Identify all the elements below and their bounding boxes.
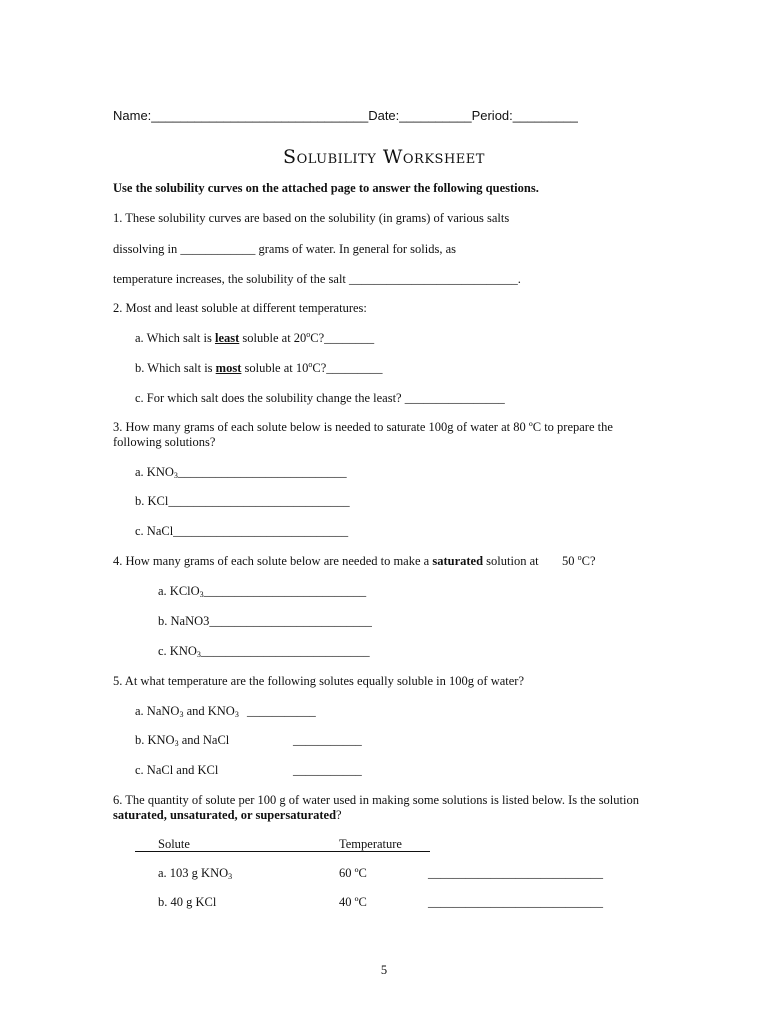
q5-b: b. $KNO_3$ and NaCl	[135, 733, 230, 748]
date-field[interactable]: Date:__________	[368, 108, 472, 123]
q5-a: a. NaNO$_3$ and $KNO_3$	[135, 704, 239, 719]
q3-c[interactable]: c. NaCl____________________________	[135, 524, 349, 538]
page-number: 5	[380, 963, 388, 977]
q5-b-blank[interactable]: ___________	[293, 733, 362, 747]
q2-a[interactable]: a. Which salt is least soluble at 20$^o$C?________	[135, 330, 375, 345]
q1-line1: 1. These solubility curves are based on the solubility (in grams) of various salts	[113, 211, 510, 225]
q3-a[interactable]: a. $KNO_3\_\_\_\_\_\_\_\_\_\_\_\_\_\_\_\_\_\_\_\_\_\_\_\_\_\_\_$	[135, 465, 347, 480]
table-row-solute: b. 40 g KCl	[158, 895, 217, 909]
q6-line1: 6. The quantity of solute per 100 g of water used in making some solutions is listed below. Is the solution	[113, 793, 639, 807]
q3-line2: following solutions?	[113, 435, 216, 449]
table-row-answer[interactable]: ____________________________	[428, 866, 603, 880]
instructions: Use the solubility curves on the attached page to answer the following questions.	[113, 181, 539, 195]
table-header-rule	[135, 851, 430, 852]
q4-b[interactable]: b. NaNO3__________________________	[158, 614, 372, 628]
q4-prompt: 4. How many grams of each solute below are needed to make a saturated solution at	[113, 554, 539, 568]
q4-temperature: 50 $^o$C?	[562, 553, 596, 568]
q5-c: c. NaCl and KCl	[135, 763, 219, 777]
q5-prompt: 5. At what temperature are the following solutes equally soluble in 100g of water?	[113, 674, 524, 688]
emphasis-least: least	[214, 331, 240, 345]
page-title: Solubility Worksheet	[283, 146, 485, 168]
col-header-temperature: Temperature	[339, 837, 402, 851]
q3-b[interactable]: b. KCl_____________________________	[135, 494, 350, 508]
q1-line3[interactable]: temperature increases, the solubility of the salt ___________________________.	[113, 272, 521, 286]
q2-prompt: 2. Most and least soluble at different temperatures:	[113, 301, 367, 315]
table-row-solute: a. 103 g $KNO_3$	[158, 866, 233, 881]
q2-b[interactable]: b. Which salt is most soluble at 10$^o$C?_________	[135, 360, 383, 375]
q2-c[interactable]: c. For which salt does the solubility change the least? ________________	[135, 391, 505, 405]
table-row-temperature: 60 ºC	[339, 866, 367, 880]
q3-line1: 3. How many grams of each solute below is needed to saturate 100g of water at 80 ºC to prepare the	[113, 420, 613, 434]
q5-c-blank[interactable]: ___________	[293, 763, 362, 777]
q1-line2[interactable]: dissolving in ____________ grams of water. In general for solids, as	[113, 242, 457, 256]
period-field[interactable]: Period:_________	[471, 108, 578, 123]
table-row-temperature: 40 ºC	[339, 895, 367, 909]
q6-line2: saturated, unsaturated, or supersaturated?	[113, 808, 342, 822]
q4-a[interactable]: a. KClO$_3$__________________________	[158, 584, 367, 599]
emphasis-solution-types: saturated, unsaturated, or supersaturated	[113, 808, 337, 822]
col-header-solute: Solute	[158, 837, 190, 851]
header-line	[113, 108, 578, 124]
table-row-answer[interactable]: ____________________________	[428, 895, 603, 909]
emphasis-most: most	[215, 361, 242, 375]
emphasis-saturated: saturated	[432, 554, 484, 568]
q5-a-blank[interactable]: ___________	[247, 704, 316, 718]
name-field[interactable]: Name:______________________________	[113, 108, 369, 123]
q4-c[interactable]: c. $KNO_3\_\_\_\_\_\_\_\_\_\_\_\_\_\_\_\_\_\_\_\_\_\_\_\_\_\_\_$	[158, 644, 370, 659]
